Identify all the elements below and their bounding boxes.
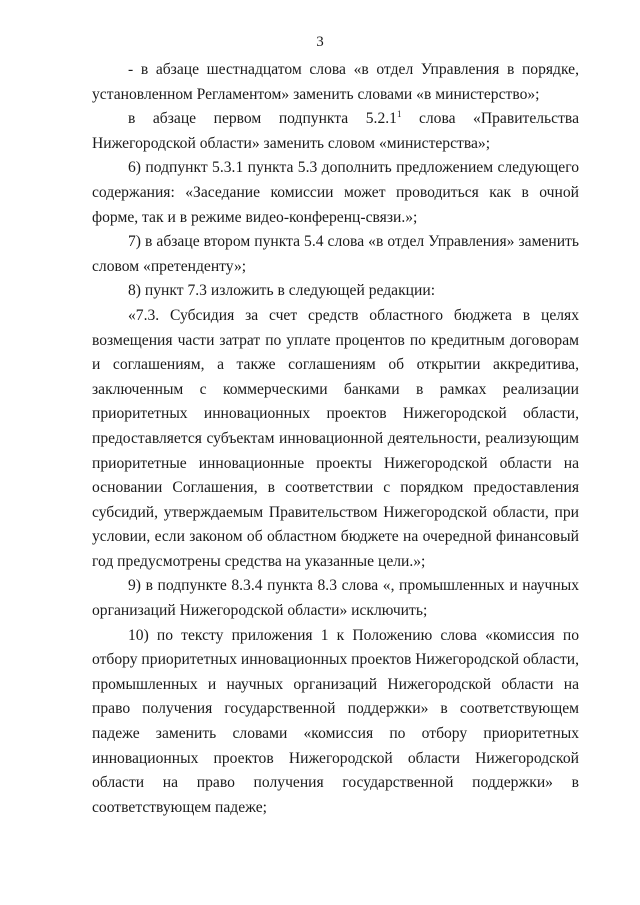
paragraph-item-8: 8) пункт 7.3 изложить в следующей редакции: — [128, 282, 436, 300]
superscript-number: 1 — [396, 109, 402, 119]
paragraph-item-5-2-1 — [92, 107, 579, 156]
paragraph-item-6: 6) подпункт 5.3.1 пункта 5.3 дополнить предложением следующего содержания: «Заседание комиссии может проводиться как в очной форме, так и в режиме видео-конференц-связи.»; — [92, 159, 579, 226]
paragraph-item-9: 9) в подпункте 8.3.4 пункта 8.3 слова «, промышленных и научных организаций Нижегородской области» исключить; — [92, 577, 579, 620]
paragraph-item-7: 7) в абзаце втором пункта 5.4 слова «в отдел Управления» заменить словом «претенденту»; — [92, 233, 579, 275]
page-number: 3 — [316, 34, 324, 50]
paragraph-text-part: в абзаце первом подпункта 5.2.1 — [128, 110, 397, 128]
paragraph-quote-7-3: «7.3. Субсидия за счет средств областного бюджета в целях возмещения части затрат по уплате процентов по кредитным договорам и соглашениям, а также соглашениям об открытии аккредитива, заключенным с коммерческими банками в рамках реализации приоритетных инновационных проектов Нижегородской области, предоставляется субъектам инновационной деятельности, реализующим приоритетные инновационные проекты Нижегородской области на основании Соглашения, в соответствии с порядком предоставления субсидий, утверждаемым Правительством Нижегородской области, при условии, если законом об областном бюджете на очередной финансовый год предусмотрены средства на указанные цели.»; — [92, 306, 579, 570]
paragraph-item-16: - в абзаце шестнадцатом слова «в отдел Управления в порядке, установленном Регламентом» заменить словами «в министерство»; — [92, 61, 579, 103]
paragraph-item-10: 10) по тексту приложения 1 к Положению слова «комиссия по отбору приоритетных инновационных проектов Нижегородской области, промышленных и научных организаций Нижегородской области на право получения государственной поддержки» в соответствующем падеже заменить словами «комиссия по отбору приоритетных инновационных проектов Нижегородской области Нижегородской области на право получения государственной поддержки» в соответствующем падеже; — [92, 626, 580, 816]
paragraph-text-part: слова «Правительства Нижегородской области» заменить словом «министерства»; — [92, 110, 579, 152]
document-body — [92, 58, 579, 820]
